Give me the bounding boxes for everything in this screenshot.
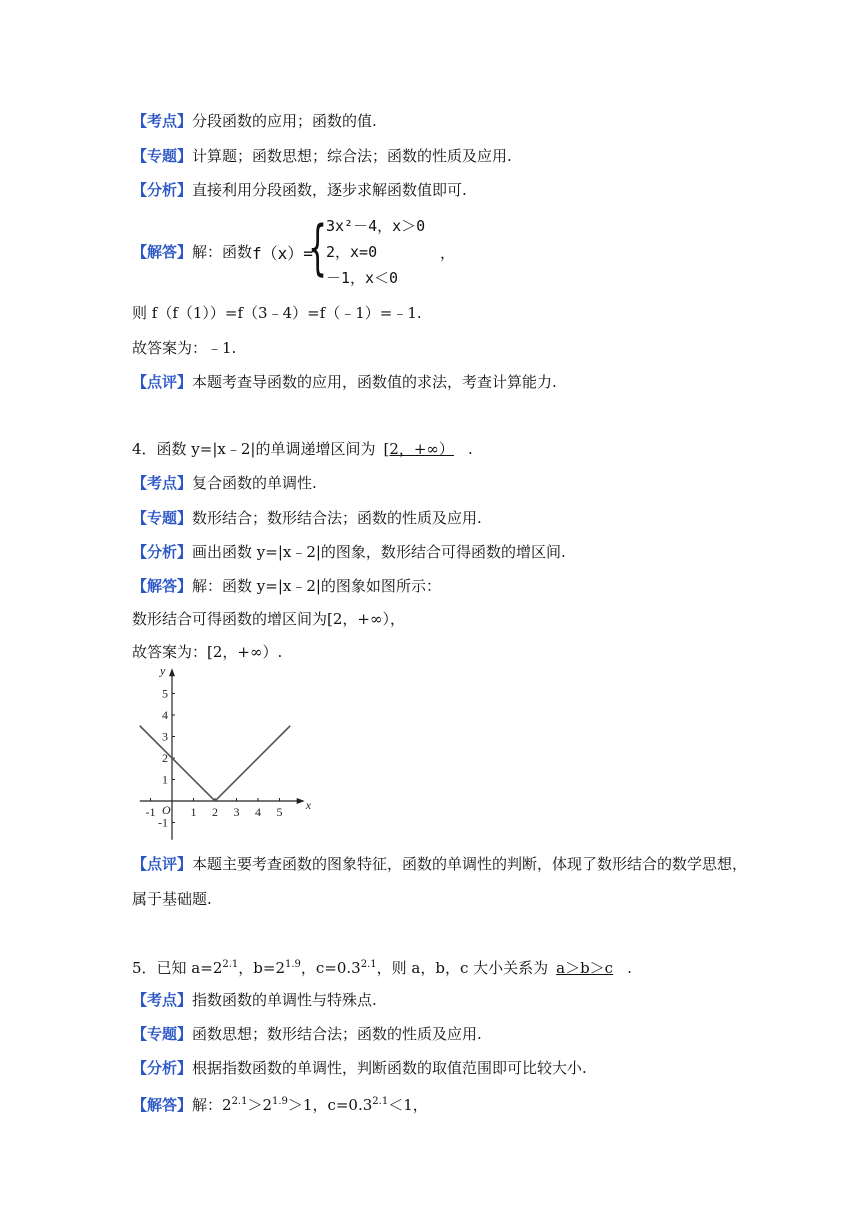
x-tick-label: 2 [212,805,218,819]
y-tick-label: 4 [162,708,168,722]
q3-jieda: 【解答】解：函数 [132,243,253,261]
q5-stem: 5．已知 $a=2^{2.1}$，$b=2^{1.9}$，$c=0.3^{2.1}$，则 a，b，c 大小关系为 a＞b＞c . [132,959,632,977]
x-tick-label: -1 [145,805,156,819]
q4-zhuanti: 【专题】数形结合；数形结合法；函数的性质及应用. [132,509,482,527]
q4-jieda: 【解答】解：函数 y=|x﹣2|的图象如图所示： [132,577,441,595]
q4-stem: 4．函数 y=|x﹣2|的单调递增区间为 [2，+∞） . [132,440,473,458]
q4-fenxi: 【分析】画出函数 y=|x﹣2|的图象，数形结合可得函数的增区间. [132,543,566,561]
y-axis-label: y [160,663,166,678]
q3-zhuanti: 【专题】计算题；函数思想；综合法；函数的性质及应用. [132,147,512,165]
q3-line2: 故答案为：﹣1. [132,339,237,357]
q3-kaodian: 【考点】分段函数的应用；函数的值. [132,112,377,130]
piecewise-brace: { [308,213,328,283]
x-tick-label: 5 [276,805,283,819]
piecewise-case-1: 3x²－4，x＞0 [326,217,426,235]
q5-kaodian: 【考点】指数函数的单调性与特殊点. [132,991,377,1009]
x-tick-label: 3 [233,805,240,819]
x-tick-label: 4 [255,805,261,819]
abs-graph [130,663,312,848]
q4-line2: 故答案为：[2，+∞）. [132,643,283,661]
q4-kaodian: 【考点】复合函数的单调性. [132,474,317,492]
q3-line1: 则 f（f（1））=f（3﹣4）=f（﹣1）=﹣1. [132,304,422,322]
q3-fenxi: 【分析】直接利用分段函数，逐步求解函数值即可. [132,181,467,199]
q3-dianping: 【点评】本题考查导函数的应用，函数值的求法，考查计算能力. [132,373,557,391]
y-tick-label: 5 [162,686,168,701]
y-tick-label: -1 [158,815,168,830]
q5-jieda: 【解答】解：$2^{2.1}>2^{1.9}>1$，$c=0.3^{2.1}<1$， [132,1096,428,1114]
y-tick-label: 2 [162,751,168,765]
y-axis-arrow [169,668,175,676]
x-axis-arrow [297,798,305,804]
origin-label: O [162,803,171,817]
q4-dianping-cont: 属于基础题. [132,890,212,908]
piecewise-trail: ， [440,244,456,262]
y-tick-label: 3 [162,729,168,744]
q4-line1: 数形结合可得函数的增区间为[2，+∞）， [132,610,405,628]
q4-answer-blank: [2，+∞） [383,440,454,458]
q5-fenxi: 【分析】根据指数函数的单调性，判断函数的取值范围即可比较大小. [132,1059,587,1077]
q4-dianping: 【点评】本题主要考查函数的图象特征，函数的单调性的判断，体现了数形结合的数学思想， [132,855,748,873]
piecewise-formula [252,213,437,289]
q5-answer-blank: a＞b＞c [556,959,614,977]
piecewise-case-2: 2，x=0 [326,243,378,261]
piecewise-case-3: －1，x＜0 [326,269,399,287]
x-axis-label: x [305,798,312,812]
q5-zhuanti: 【专题】函数思想；数形结合法；函数的性质及应用. [132,1025,482,1043]
piecewise-lhs: f（x）= [252,244,313,263]
x-tick-label: 1 [190,805,197,819]
y-tick-label: 1 [162,772,168,787]
